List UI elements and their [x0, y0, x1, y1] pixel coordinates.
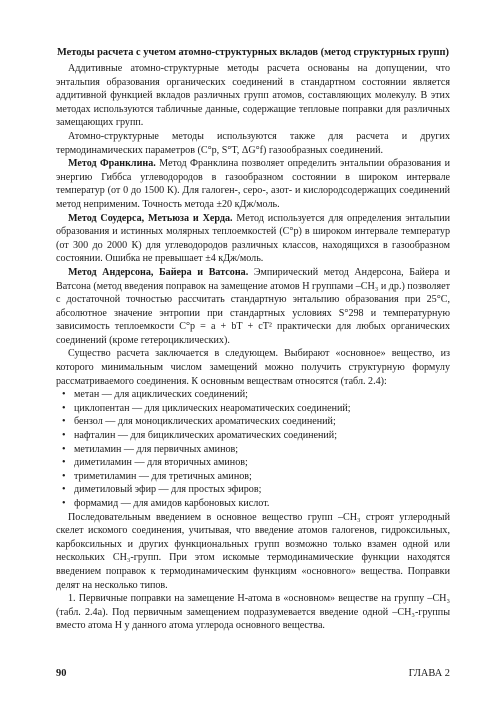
bullet-icon: •: [62, 457, 66, 469]
section-heading: Методы расчета с учетом атомно-структурных вкладов (метод структурных групп): [57, 47, 449, 58]
page-number: 90: [56, 668, 67, 679]
bullet-icon: •: [62, 430, 66, 442]
list-item: • циклопентан — для циклических неароматических соединений;: [62, 402, 351, 414]
bullet-icon: •: [62, 470, 66, 482]
list-item: • метан — для ациклических соединений;: [62, 389, 248, 401]
list-item: • диметиламин — для вторичных аминов;: [62, 457, 248, 469]
bullet-icon: •: [62, 416, 66, 428]
page-body: [56, 47, 450, 633]
bullet-icon: •: [62, 484, 66, 496]
paragraph-thermo-params: Атомно-структурные методы используются также для расчета и других термодинамических параметров (C°p, S°T, ΔG°f) газообразных соединений.: [56, 130, 450, 156]
paragraph-calculation-essence: Существо расчета заключается в следующем. Выбирают «основное» вещество, из которого минимальным числом замещений можно получить структурную формулу рассматриваемого соединения. К основным веществам относятся (табл. 2.4):: [56, 348, 450, 387]
page-footer: [56, 668, 450, 680]
anderson-method-name: Метод Андерсона, Байера и Ватсона.: [68, 266, 249, 278]
souders-method-text: Метод используется для определения энтальпии образования и истинных молярных теплоемкостей (C°p) в широком интервале температур (от 300 до 2000 К) для углеводородов различных классов, находящихся в газообразном состоянии. Ошибка не превышает ±4 кДж/моль.: [56, 212, 450, 265]
paragraph-substitution: Последовательным введением в основное вещество групп –CH₃ строят углеродный скелет искомого соединения, учитывая, что введение атомов галогенов, гидроксильных, карбоксильных и других функциональных групп возможно только взамен одной или нескольких CH₃-групп. При этом искомые термодинамические функции находятся введением поправок к термодинамическим функциям «основного» вещества. Поправки делят на несколько типов.: [56, 511, 450, 591]
bullet-icon: •: [62, 402, 66, 414]
paragraph-franklin-method: [56, 157, 450, 211]
bullet-icon: •: [62, 498, 66, 509]
list-item: • метиламин — для первичных аминов;: [62, 443, 239, 455]
bullet-icon: •: [62, 389, 66, 401]
list-item: • бензол — для моноциклических ароматических соединений;: [62, 416, 336, 428]
paragraph-intro: Аддитивные атомно-структурные методы расчета основаны на допущении, что энтальпия образования органических соединений в стандартном состоянии является аддитивной функцией вкладов различных групп атомов, составляющих молекулу. В этих методах используются табличные данные, содержащие тепловые поправки для различных замещающих групп.: [56, 63, 450, 129]
franklin-method-text: Метод Франклина позволяет определить энтальпии образования и энергию Гиббса углеводородов в газообразном состоянии в широком интервале температур (от 0 до 1500 К). Для галоген-, серо-, азот- и кислородсодержащих соединений метод неприменим. Точность метода ±20 кДж/моль.: [56, 158, 450, 210]
paragraph-primary-corrections: 1. Первичные поправки на замещение Н-атома в «основном» веществе на группу –CH₃ (табл. 2.4а). Под первичным замещением подразумевается введение одной –CH₃-группы вместо атома Н у данного атома углерода основного вещества.: [56, 593, 450, 632]
souders-method-name: Метод Соудерса, Метьюза и Херда.: [68, 212, 233, 224]
base-substances-list: [56, 388, 450, 510]
paragraph-anderson-method: [56, 266, 450, 348]
anderson-method-text: Эмпирический метод Андерсона, Байера и Ватсона (метод введения поправок на замещение атомов Н группами –CH₃ и др.) позволяет с достаточной точностью рассчитать стандартную энтальпию образования при 25°C, абсолютное значение энтропии при стандартных условиях S°298 и температурную зависимость теплоемкости C°p = a + bT + cT² практически для любых органических соединений (кроме гетероциклических).: [56, 266, 450, 346]
list-item: • диметиловый эфир — для простых эфиров;: [62, 484, 262, 496]
list-item: • нафталин — для бициклических ароматических соединений;: [62, 430, 338, 442]
paragraph-souders-method: [56, 212, 450, 266]
chapter-label: ГЛАВА 2: [408, 668, 450, 679]
bullet-icon: •: [62, 443, 66, 455]
list-item: • триметиламин — для третичных аминов;: [62, 470, 252, 482]
franklin-method-name: Метод Франклина.: [68, 158, 156, 170]
list-item: • формамид — для амидов карбоновых кислот.: [62, 498, 270, 509]
